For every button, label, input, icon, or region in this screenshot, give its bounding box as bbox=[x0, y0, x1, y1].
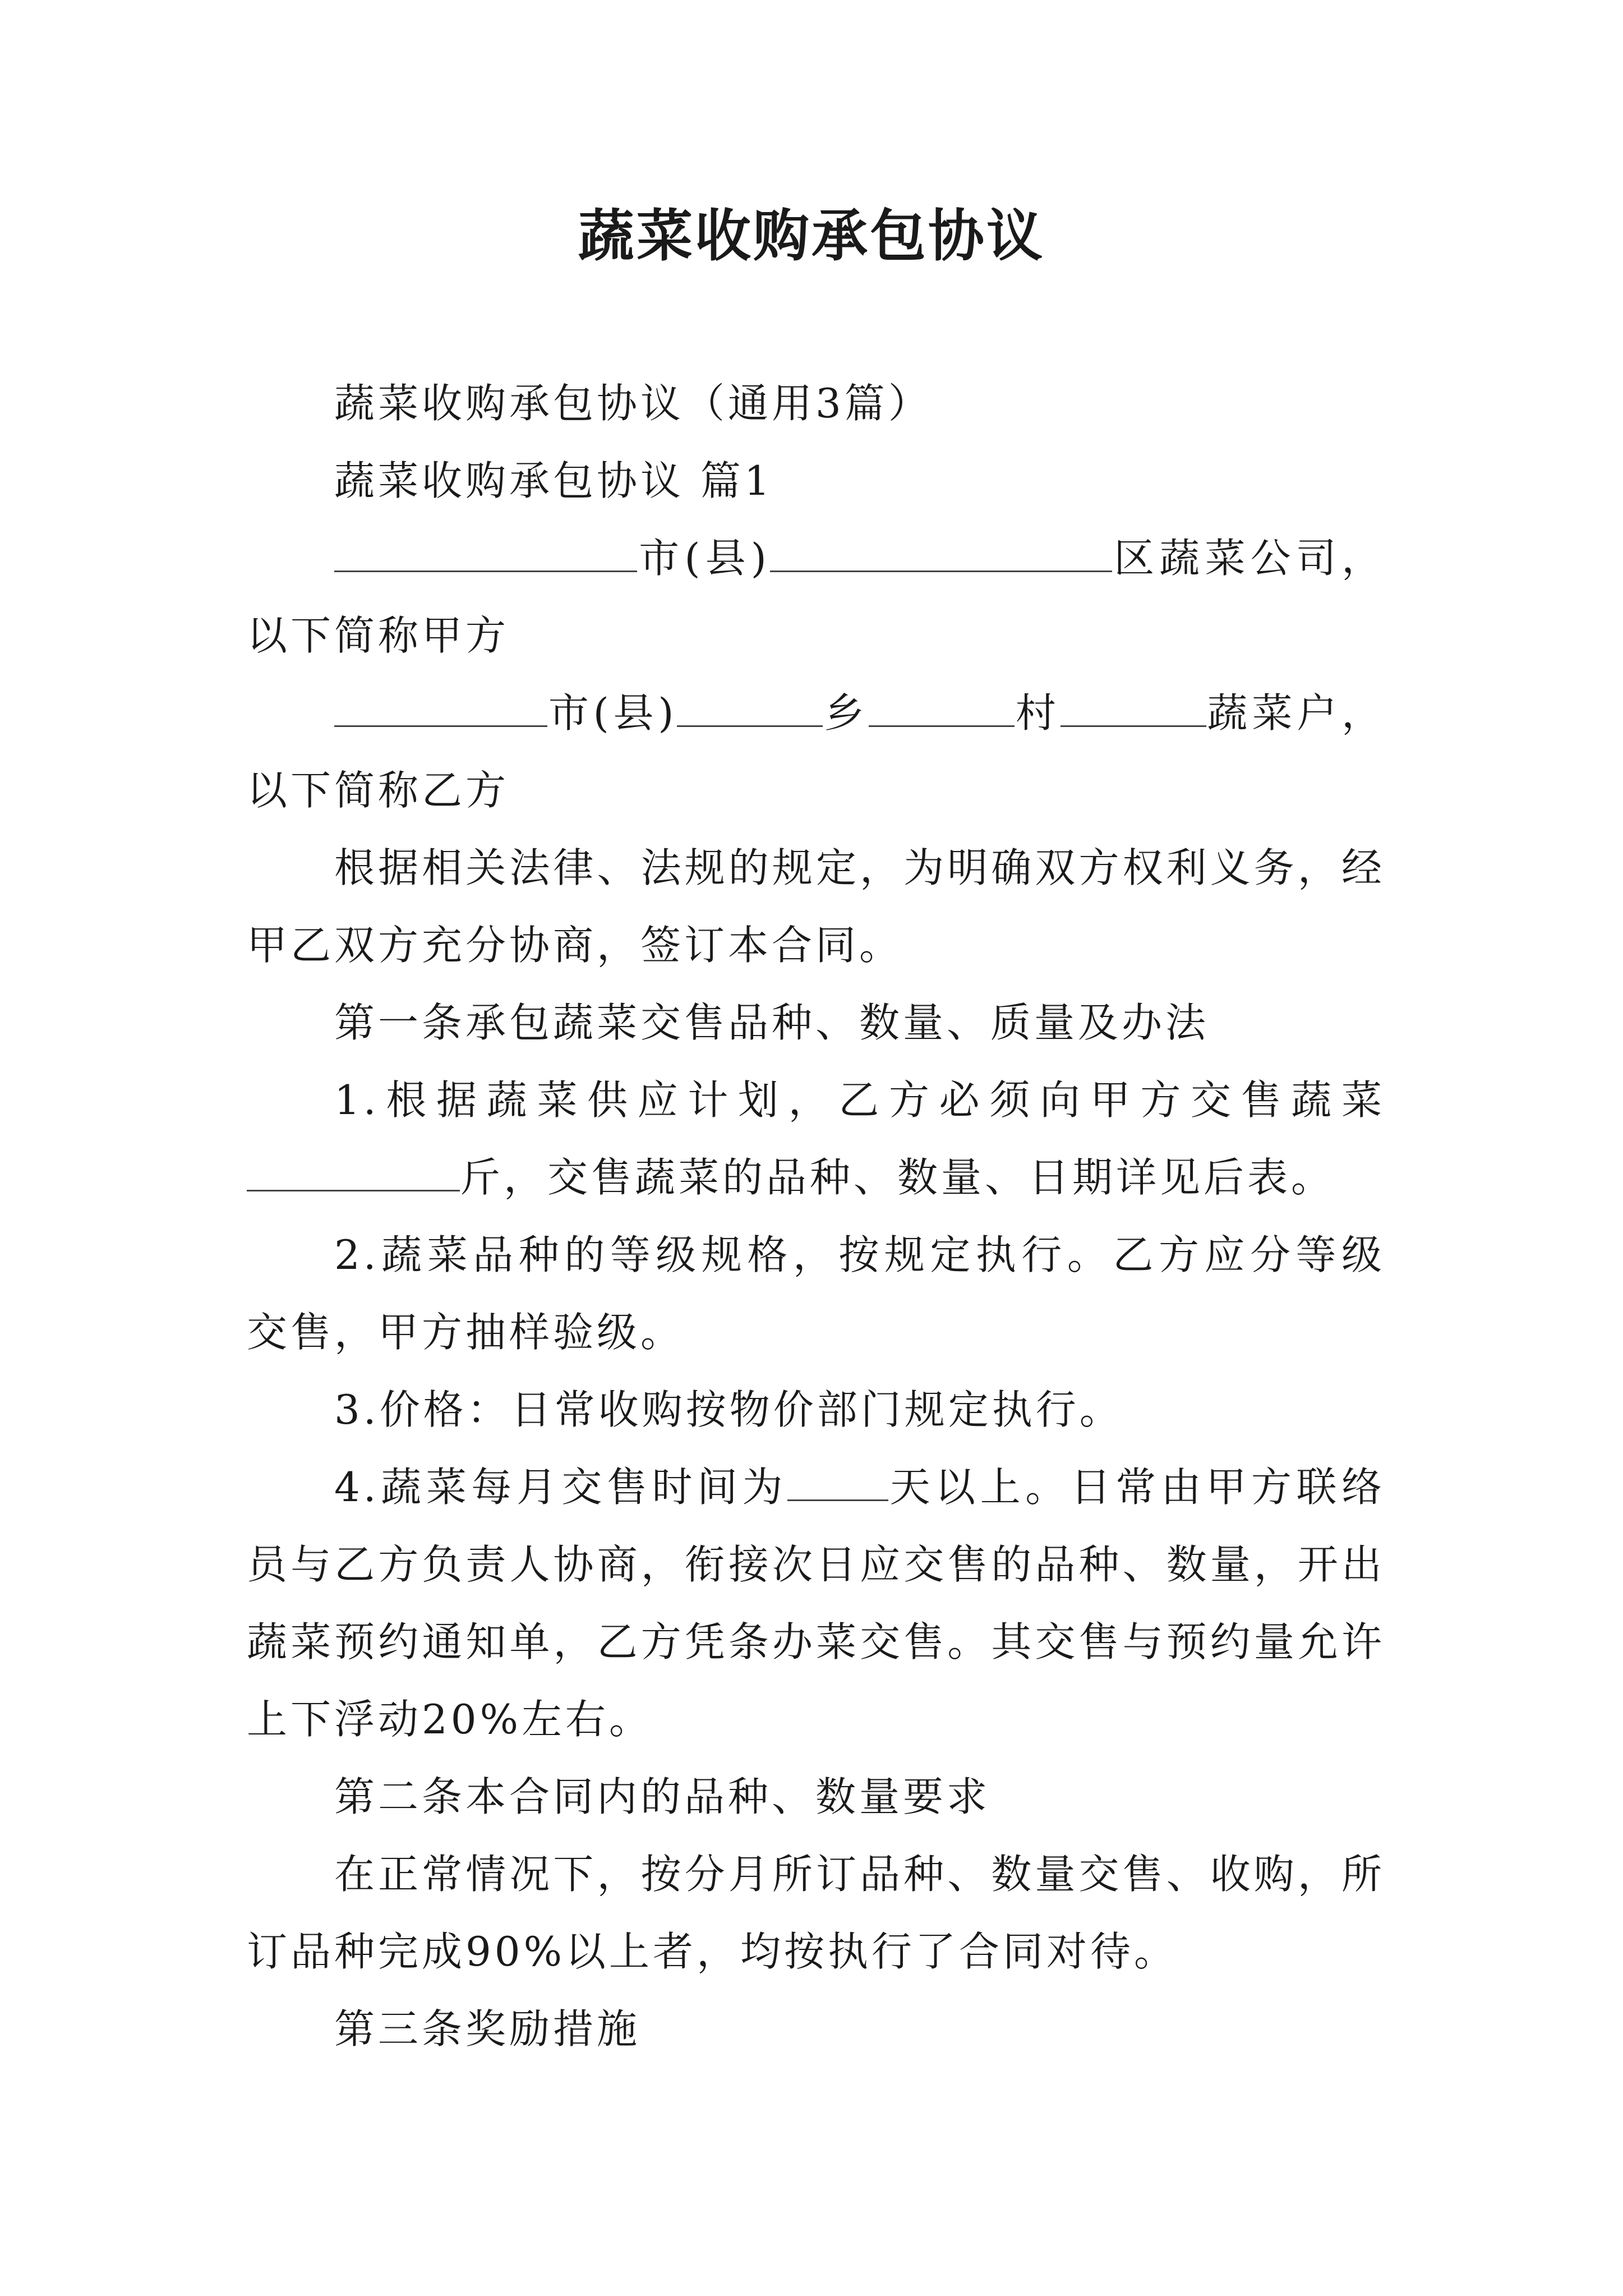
district-blank bbox=[770, 528, 1112, 572]
preamble: 根据相关法律、法规的规定，为明确双方权利义务，经甲乙双方充分协商，签订本合同。 bbox=[247, 844, 1385, 969]
article-1-item-1 bbox=[247, 1061, 1385, 1216]
document-title: 蔬菜收购承包协议 bbox=[578, 203, 1045, 269]
item-1-suffix: 斤，交售蔬菜的品种、数量、日期详见后表。 bbox=[460, 1154, 1335, 1201]
township-blank bbox=[677, 683, 823, 727]
township-label: 乡 bbox=[823, 689, 869, 737]
document-subtitle: 蔬菜收购承包协议（通用3篇） bbox=[334, 380, 932, 427]
article-1-item-2: 2.蔬菜品种的等级规格，按规定执行。乙方应分等级交售，甲方抽样验级。 bbox=[247, 1231, 1385, 1356]
village-blank bbox=[869, 683, 1015, 727]
article-2-body: 在正常情况下，按分月所订品种、数量交售、收购，所订品种完成90%以上者，均按执行了合同对待。 bbox=[247, 1851, 1385, 1975]
city-label: 市(县) bbox=[547, 689, 677, 737]
quantity-blank bbox=[247, 1147, 460, 1191]
article-2-heading: 第二条本合同内的品种、数量要求 bbox=[334, 1773, 991, 1820]
party-a-line bbox=[247, 519, 1385, 674]
household-blank bbox=[1061, 683, 1206, 727]
section-heading: 蔬菜收购承包协议 篇1 bbox=[334, 457, 773, 504]
document-body bbox=[247, 365, 1385, 2068]
city-blank bbox=[334, 528, 637, 572]
article-1-item-3: 3.价格：日常收购按物价部门规定执行。 bbox=[334, 1386, 1123, 1433]
days-blank bbox=[787, 1457, 888, 1501]
party-b-line bbox=[247, 674, 1385, 829]
item-4-suffix: 天以上。日常由甲方联络员与乙方负责人协商，衔接次日应交售的品种、数量，开出蔬菜预约通知单，乙方凭条办菜交售。其交售与预约量允许上下浮动20%左右。 bbox=[247, 1464, 1385, 1743]
city-label: 市(县) bbox=[637, 535, 770, 582]
item-1-prefix: 1.根据蔬菜供应计划，乙方必须向甲方交售蔬菜 bbox=[334, 1076, 1385, 1124]
article-1-item-4 bbox=[247, 1448, 1385, 1758]
item-4-prefix: 4.蔬菜每月交售时间为 bbox=[334, 1464, 788, 1511]
article-1-heading: 第一条承包蔬菜交售品种、数量、质量及办法 bbox=[334, 999, 1210, 1046]
party-b-suffix: 蔬菜户，以下简称乙方 bbox=[247, 689, 1385, 814]
party-a-suffix: 区蔬菜公司，以下简称甲方 bbox=[247, 535, 1385, 659]
village-label: 村 bbox=[1015, 689, 1061, 737]
article-3-heading: 第三条奖励措施 bbox=[334, 2005, 641, 2053]
city-blank bbox=[334, 683, 547, 727]
